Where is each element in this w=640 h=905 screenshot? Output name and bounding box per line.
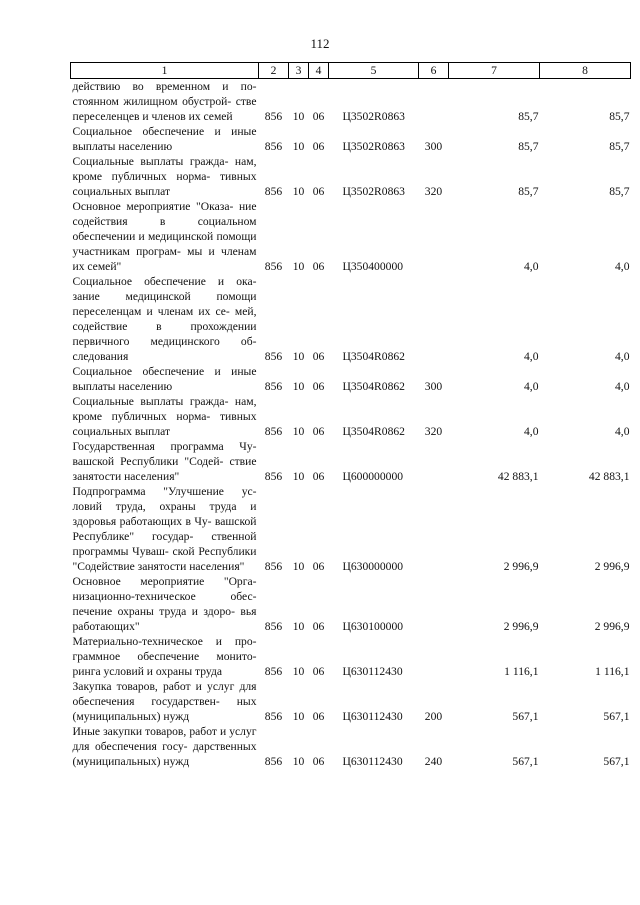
header-col-4: 4 [309,63,329,79]
row-section: 10 [292,140,305,153]
row-expense-type [419,199,449,274]
table-row [71,574,631,634]
row-section: 10 [292,560,305,573]
row-section: 10 [292,470,305,483]
header-col-1: 1 [71,63,259,79]
row-name: Социальные выплаты гражда- нам, кроме публичных норма- тивных социальных выплат [72,395,257,438]
row-value-8: 42 883,1 [588,470,630,483]
row-name: Социальное обеспечение и ока- зание медицинской помощи переселенцам и членам их се- мей, содействие в прохождении первичного медицинского об- следования [72,275,257,363]
row-value-7: 567,1 [512,755,539,768]
table-row [71,394,631,439]
table-row [71,364,631,394]
row-section: 10 [292,620,305,633]
row-ministry-code: 856 [264,140,283,153]
row-name: Социальные выплаты гражда- нам, кроме публичных норма- тивных социальных выплат [72,155,257,198]
row-subsection: 06 [312,185,325,198]
row-name: Подпрограмма "Улучшение ус- ловий труда, охраны труда и здоровья работающих в Чу- вашской Республике" государ- ственной программы Чуваш- ской Республики "Содействие занятости населения" [72,485,257,573]
row-subsection: 06 [312,665,325,678]
header-col-5: 5 [329,63,419,79]
row-section: 10 [292,710,305,723]
row-target-code: Ц350400000 [342,260,404,273]
table-row [71,199,631,274]
row-section: 10 [292,425,305,438]
row-value-7: 4,0 [524,350,539,363]
table-row [71,484,631,574]
row-ministry-code: 856 [264,560,283,573]
row-target-code: Ц630100000 [342,620,404,633]
row-subsection: 06 [312,380,325,393]
row-target-code: Ц3502R0863 [342,110,405,123]
header-col-8: 8 [540,63,631,79]
row-value-8: 2 996,9 [594,620,630,633]
row-subsection: 06 [312,710,325,723]
row-subsection: 06 [312,560,325,573]
row-target-code: Ц3504R0862 [342,380,405,393]
row-ministry-code: 856 [264,425,283,438]
row-target-code: Ц630000000 [342,560,404,573]
row-ministry-code: 856 [264,350,283,363]
row-name: Основное мероприятие "Орга- низационно-техническое обес- печение охраны труда и здоро- вья работающих" [72,575,257,633]
header-col-6: 6 [419,63,449,79]
row-value-8: 85,7 [609,110,630,123]
row-name: Основное мероприятие "Оказа- ние содействия в социальном обеспечении и медицинской помощи участникам програм- мы и членам их семей" [72,200,257,273]
row-ministry-code: 856 [264,620,283,633]
row-value-8: 567,1 [603,755,630,768]
row-target-code: Ц630112430 [342,755,403,768]
row-ministry-code: 856 [264,470,283,483]
header-col-2: 2 [259,63,289,79]
row-section: 10 [292,350,305,363]
row-name: Материально-техническое и про- граммное обеспечение монито- ринга условий и охраны труда [72,635,257,678]
row-target-code: Ц3502R0863 [342,185,405,198]
row-ministry-code: 856 [264,110,283,123]
row-value-7: 1 116,1 [504,665,539,678]
row-subsection: 06 [312,470,325,483]
row-subsection: 06 [312,755,325,768]
row-value-8: 4,0 [615,260,630,273]
row-target-code: Ц3504R0862 [342,425,405,438]
row-value-8: 2 996,9 [594,560,630,573]
table-row [71,724,631,769]
row-section: 10 [292,665,305,678]
header-col-7: 7 [449,63,540,79]
row-target-code: Ц630112430 [342,665,403,678]
row-value-8: 567,1 [603,710,630,723]
row-ministry-code: 856 [264,260,283,273]
row-section: 10 [292,260,305,273]
table-row [71,634,631,679]
row-target-code: Ц630112430 [342,710,403,723]
row-value-7: 85,7 [518,110,539,123]
table-row [71,679,631,724]
row-section: 10 [292,755,305,768]
table-row [71,79,631,125]
row-section: 10 [292,185,305,198]
row-value-8: 4,0 [615,425,630,438]
row-value-8: 85,7 [609,185,630,198]
row-expense-type: 320 [424,425,443,438]
row-target-code: Ц3502R0863 [342,140,405,153]
row-value-7: 567,1 [512,710,539,723]
row-value-7: 4,0 [524,425,539,438]
row-expense-type [419,79,449,125]
table-row [71,274,631,364]
budget-table [70,62,631,769]
row-value-8: 1 116,1 [595,665,630,678]
row-name: Социальное обеспечение и иные выплаты населению [72,365,257,393]
row-target-code: Ц3504R0862 [342,350,405,363]
row-expense-type [419,634,449,679]
row-value-7: 4,0 [524,260,539,273]
row-expense-type [419,484,449,574]
table-row [71,439,631,484]
row-value-7: 85,7 [518,185,539,198]
row-name: Социальное обеспечение и иные выплаты населению [72,125,257,153]
row-subsection: 06 [312,110,325,123]
row-section: 10 [292,380,305,393]
row-expense-type [419,439,449,484]
row-expense-type: 320 [424,185,443,198]
row-value-8: 85,7 [609,140,630,153]
row-value-8: 4,0 [615,350,630,363]
row-ministry-code: 856 [264,185,283,198]
table-header-row [71,63,631,79]
header-col-3: 3 [289,63,309,79]
row-name: действию во временном и по- стоянном жилищном обустрой- стве переселенцев и членов их семей [72,80,257,123]
row-target-code: Ц600000000 [342,470,404,483]
row-name: Государственная программа Чу- вашской Республики "Содей- ствие занятости населения" [72,440,257,483]
row-name: Закупка товаров, работ и услуг для обеспечения государствен- ных (муниципальных) нужд [72,680,257,723]
row-ministry-code: 856 [264,710,283,723]
row-expense-type: 240 [424,755,443,768]
row-value-7: 42 883,1 [497,470,539,483]
table-row [71,124,631,154]
row-subsection: 06 [312,620,325,633]
row-subsection: 06 [312,350,325,363]
page-number: 112 [310,36,330,51]
row-value-7: 85,7 [518,140,539,153]
row-ministry-code: 856 [264,665,283,678]
row-subsection: 06 [312,140,325,153]
row-expense-type [419,274,449,364]
row-subsection: 06 [312,260,325,273]
row-subsection: 06 [312,425,325,438]
row-section: 10 [292,110,305,123]
row-expense-type: 300 [424,380,443,393]
row-value-7: 4,0 [524,380,539,393]
row-expense-type: 300 [424,140,443,153]
row-value-8: 4,0 [615,380,630,393]
row-expense-type: 200 [424,710,443,723]
row-ministry-code: 856 [264,755,283,768]
row-expense-type [419,574,449,634]
table-row [71,154,631,199]
row-value-7: 2 996,9 [503,560,539,573]
row-name: Иные закупки товаров, работ и услуг для обеспечения госу- дарственных (муниципальных) нужд [72,725,257,768]
row-ministry-code: 856 [264,380,283,393]
row-value-7: 2 996,9 [503,620,539,633]
